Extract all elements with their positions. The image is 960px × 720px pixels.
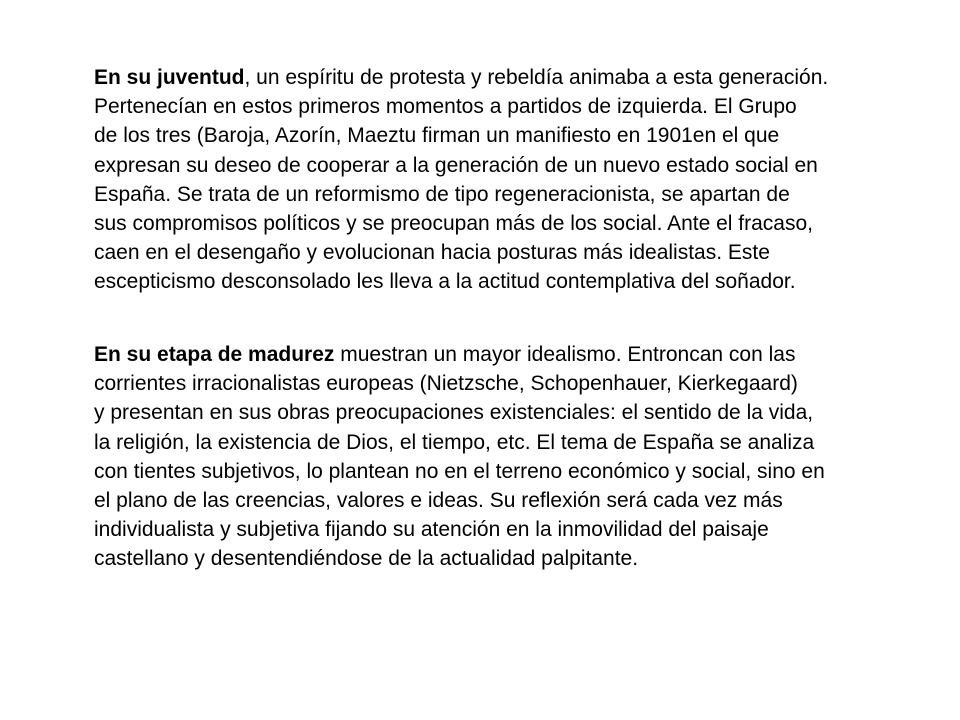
- text-line: caen en el desengaño y evolucionan hacia posturas más idealistas. Este: [94, 241, 770, 265]
- line-text: , un espíritu de protesta y rebeldía animaba a esta generación.: [244, 66, 829, 89]
- text-line: España. Se trata de un reformismo de tipo regeneracionista, se apartan de: [94, 182, 790, 206]
- paragraph-lead: En su etapa de madurez: [94, 343, 335, 366]
- text-line: sus compromisos políticos y se preocupan más de los social. Ante el fracaso,: [94, 212, 814, 236]
- text-line: individualista y subjetiva fijando su atención en la inmovilidad del paisaje: [94, 518, 769, 542]
- line-text: muestran un mayor idealismo. Entroncan con las: [334, 343, 796, 366]
- text-line: el plano de las creencias, valores e ideas. Su reflexión será cada vez más: [94, 489, 783, 513]
- text-line: con tientes subjetivos, lo plantean no en el terreno económico y social, sino en: [94, 459, 825, 483]
- text-line: corrientes irracionalistas europeas (Nietzsche, Schopenhauer, Kierkegaard): [94, 372, 798, 396]
- text-line: Pertenecían en estos primeros momentos a partidos de izquierda. El Grupo: [94, 95, 797, 119]
- text-line: de los tres (Baroja, Azorín, Maeztu firman un manifiesto en 1901en el que: [94, 124, 780, 148]
- text-line: expresan su deseo de cooperar a la generación de un nuevo estado social en: [94, 153, 818, 177]
- paragraph-madurez: [94, 340, 944, 574]
- text-line: la religión, la existencia de Dios, el tiempo, etc. El tema de España se analiza: [94, 430, 815, 454]
- text-line: y presentan en sus obras preocupaciones existenciales: el sentido de la vida,: [94, 401, 814, 425]
- text-line: [94, 63, 944, 92]
- paragraph-lead: En su juventud: [94, 66, 245, 89]
- text-line: castellano y desentendiéndose de la actualidad palpitante.: [94, 547, 639, 571]
- paragraph-juventud: [94, 63, 944, 297]
- text-line: [94, 340, 944, 369]
- text-line: escepticismo desconsolado les lleva a la actitud contemplativa del soñador.: [94, 270, 796, 294]
